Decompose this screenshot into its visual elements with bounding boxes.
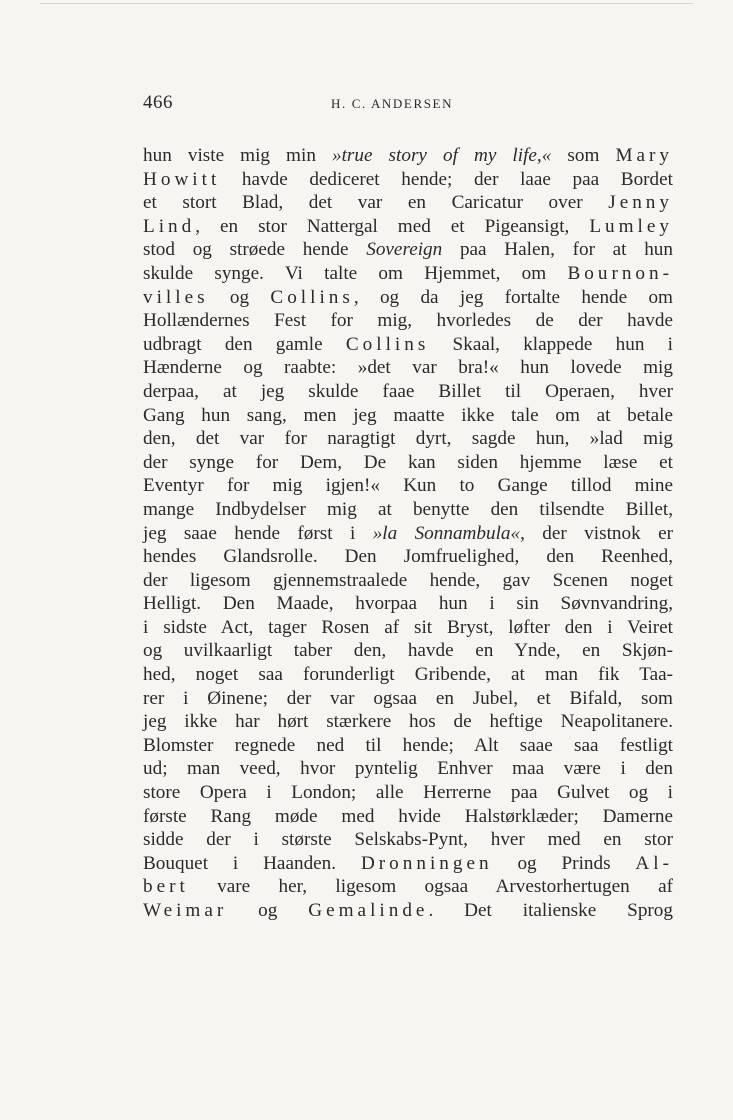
text-segment: skulde synge. Vi talte om Hjemmet, om — [143, 262, 568, 284]
text-segment: rer i Øinene; der var ogsaa en Jubel, et Bifald, som — [143, 687, 673, 709]
spaced-name: villes — [143, 286, 209, 308]
text-segment: hun viste mig min — [143, 145, 332, 166]
text-segment: Gang hun sang, men jeg maatte ikke tale om at betale — [143, 404, 673, 426]
spaced-name: Al- — [635, 852, 673, 874]
spaced-name: Bournon- — [567, 262, 673, 284]
spaced-name: Jenny — [608, 192, 673, 214]
spaced-name: bert — [143, 876, 189, 898]
body-text — [143, 144, 673, 923]
text-line — [143, 215, 673, 239]
text-segment: paa Halen, for at hun — [442, 239, 673, 261]
spaced-name: Lumley — [589, 215, 673, 237]
text-segment: vare her, ligesom ogsaa Arvestorhertugen af — [188, 876, 673, 898]
text-line — [143, 286, 673, 310]
text-line — [143, 356, 673, 380]
spaced-name: Gemalinde — [308, 900, 429, 921]
text-segment: Hænderne og raabte: »det var bra!« hun lovede mig — [143, 357, 673, 379]
text-segment: et stort Blad, det var en Caricatur over — [143, 192, 609, 214]
text-line — [143, 710, 673, 734]
text-line — [143, 734, 673, 758]
text-segment: , der vistnok er — [520, 522, 673, 544]
text-line — [143, 757, 673, 781]
text-line — [143, 592, 673, 616]
text-segment: sidde der i største Selskabs-Pynt, hver med en stor — [143, 829, 673, 851]
text-segment: havde dediceret hende; der laae paa Bordet — [220, 168, 673, 190]
text-segment: ud; man veed, hvor pyntelig Enhver maa være i den — [143, 758, 673, 780]
text-segment: som — [551, 145, 616, 166]
text-line — [143, 333, 673, 357]
text-line — [143, 451, 673, 475]
text-line — [143, 262, 673, 286]
text-segment: mange Indbydelser mig at benytte den tilsendte Billet, — [143, 498, 673, 520]
spaced-name: Collins — [345, 333, 430, 355]
text-segment: , og da jeg fortalte hende om — [353, 286, 673, 308]
text-segment: og — [208, 286, 271, 308]
text-line — [143, 427, 673, 451]
text-segment: udbragt den gamle — [143, 333, 346, 355]
page-edge-line — [40, 3, 693, 4]
text-line — [143, 781, 673, 805]
text-line — [143, 639, 673, 663]
text-line — [143, 309, 673, 333]
text-segment: . Det italienske Sprog — [428, 900, 673, 921]
text-segment: , en stor Nattergal med et Pigeansigt, — [195, 215, 590, 237]
text-segment: derpaa, at jeg skulde faae Billet til Operaen, hver — [143, 380, 673, 402]
text-segment: Blomster regnede ned til hende; Alt saae saa festligt — [143, 734, 673, 756]
text-line — [143, 828, 673, 852]
text-segment: store Opera i London; alle Herrerne paa Gulvet og i — [143, 782, 673, 804]
text-segment: og Prinds — [492, 852, 636, 874]
spaced-name: Lind — [143, 215, 196, 237]
text-segment: Eventyr for mig igjen!« Kun to Gange tillod mine — [143, 475, 673, 497]
text-line — [143, 498, 673, 522]
text-line — [143, 380, 673, 404]
text-line — [143, 616, 673, 640]
spaced-name: Weimar — [143, 900, 228, 921]
text-line — [143, 144, 673, 168]
spaced-name: Howitt — [143, 168, 221, 190]
text-line — [143, 168, 673, 192]
text-segment: stod og strøede hende — [143, 239, 367, 261]
running-head: H. C. ANDERSEN — [331, 96, 454, 111]
text-line — [143, 545, 673, 569]
text-segment: i sidste Act, tager Rosen af sit Bryst, løfter den i Veiret — [143, 616, 673, 638]
spaced-name: Mary — [615, 145, 674, 166]
text-line — [143, 238, 673, 262]
text-segment: den, det var for naragtigt dyrt, sagde hun, »lad mig — [143, 428, 673, 450]
text-segment: Skaal, klappede hun i — [429, 333, 674, 355]
text-segment: og — [227, 900, 309, 921]
spaced-name: Collins — [270, 286, 354, 308]
text-line — [143, 899, 673, 923]
text-segment: jeg ikke har hørt stærkere hos de heftige Neapolitanere. — [143, 711, 673, 733]
text-line — [143, 474, 673, 498]
text-segment: der ligesom gjennemstraalede hende, gav Scenen noget — [143, 569, 673, 591]
text-line — [143, 569, 673, 593]
text-line — [143, 875, 673, 899]
text-segment: jeg saae hende først i — [143, 522, 373, 544]
text-segment: Helligt. Den Maade, hvorpaa hun i sin Søvnvandring, — [143, 593, 673, 615]
text-line — [143, 663, 673, 687]
text-line — [143, 805, 673, 829]
italic-text: »la Sonnambula« — [372, 522, 521, 544]
text-line — [143, 191, 673, 215]
text-segment: Hollændernes Fest for mig, hvorledes de der havde — [143, 310, 673, 332]
text-line — [143, 687, 673, 711]
text-segment: første Rang møde med hvide Halstørklæder; Damerne — [143, 805, 673, 827]
page-header — [143, 92, 673, 122]
text-segment: der synge for Dem, De kan siden hjemme læse et — [143, 451, 673, 473]
text-segment: hed, noget saa forunderligt Gribende, at man fik Taa- — [143, 664, 673, 686]
text-segment: og uvilkaarligt taber den, havde en Ynde, en Skjøn- — [143, 640, 673, 662]
spaced-name: Dronningen — [360, 852, 493, 874]
page-number: 466 — [143, 92, 173, 113]
text-segment: Bouquet i Haanden. — [143, 852, 361, 874]
text-line — [143, 404, 673, 428]
text-line — [143, 522, 673, 546]
italic-text: »true story of my life,« — [331, 145, 552, 166]
italic-text: Sovereign — [366, 239, 443, 261]
text-line — [143, 852, 673, 876]
text-segment: hendes Glandsrolle. Den Jomfruelighed, den Reenhed, — [143, 546, 673, 568]
